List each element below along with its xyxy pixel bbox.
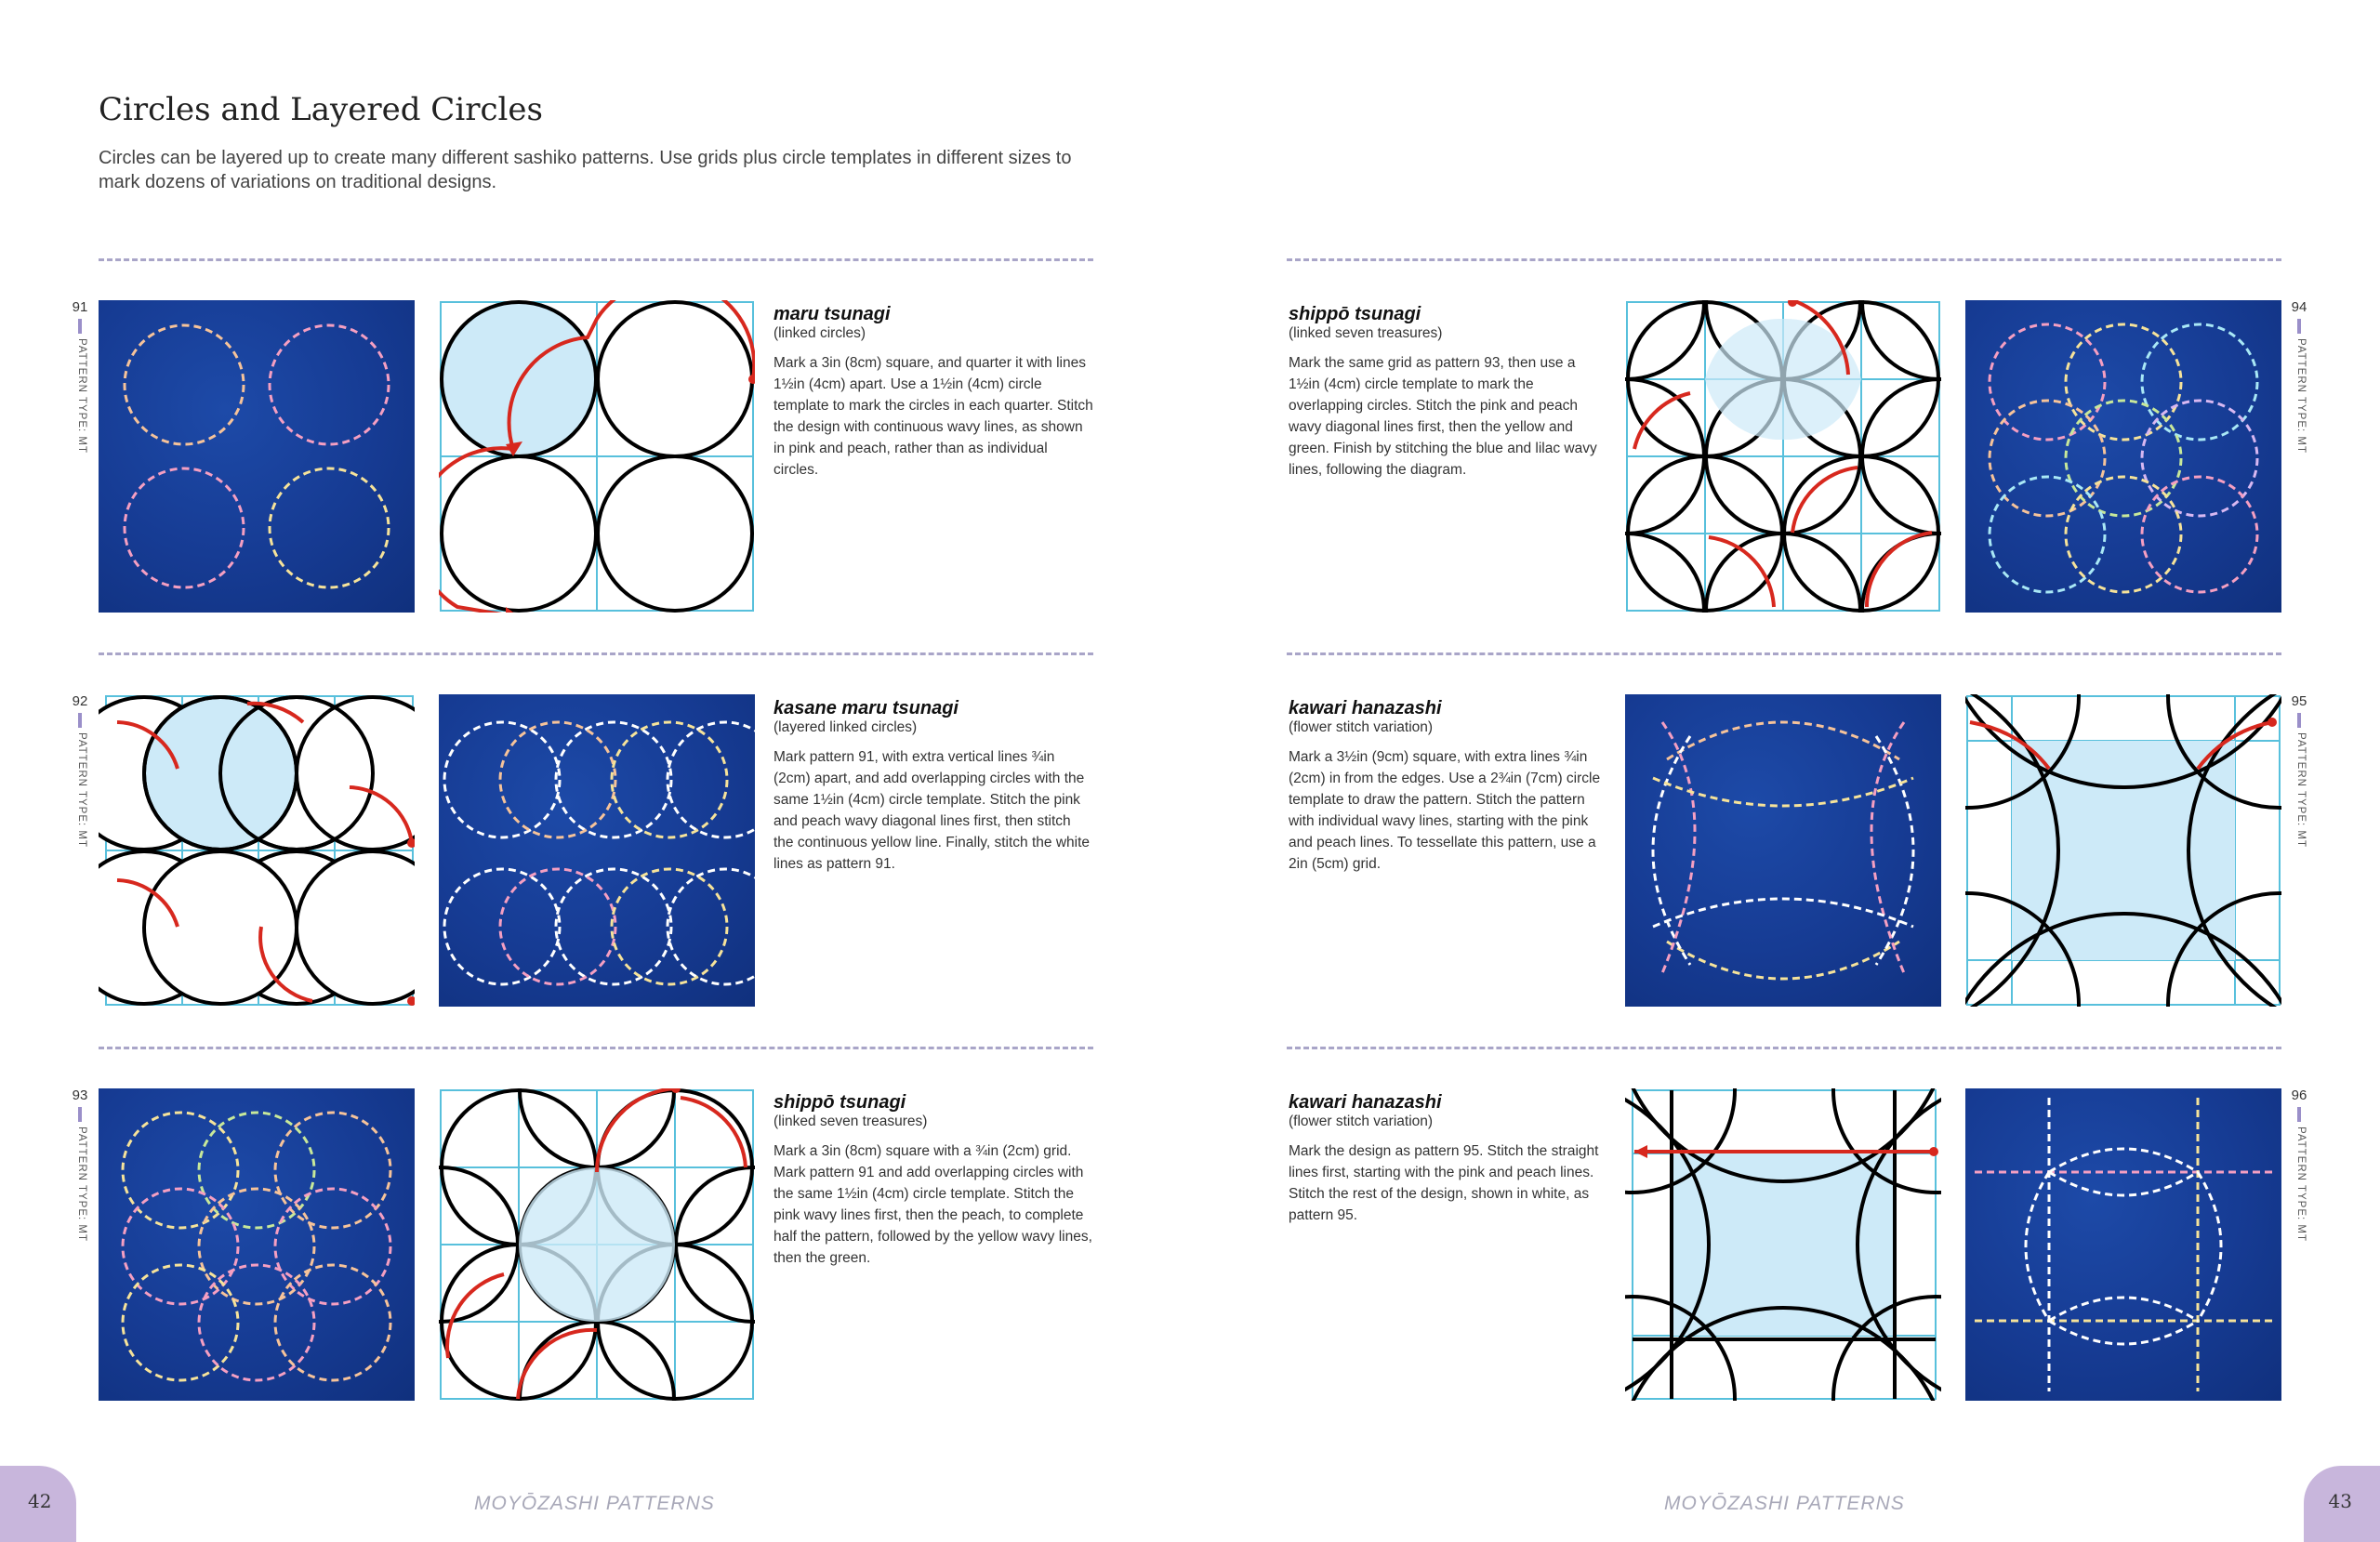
- running-head-left: MOYŌZASHI PATTERNS: [474, 1493, 715, 1514]
- pattern-type-label: PATTERN TYPE: MT: [76, 338, 87, 454]
- divider: [1287, 1047, 2281, 1049]
- divider: [1287, 258, 2281, 261]
- pattern-description: Mark a 3½in (9cm) square, with extra lines ¾in (2cm) in from the edges. Use a 2¾in (7cm) circle template to draw the pattern. Stitch the pattern with individual wavy lines, starting with the pink and peach lines. To tessellate this pattern, use a 2in (5cm) grid.: [1289, 749, 1601, 872]
- pattern-subtitle: (flower stitch variation): [1289, 1114, 1434, 1129]
- pattern-description: Mark a 3in (8cm) square, and quarter it with lines 1½in (4cm) apart. Use a 1½in (4cm) circle template to mark the circles in each quarter. Stitch the design with continuous wavy lines, as shown in pink and peach, rather than as individual circles.: [774, 355, 1093, 478]
- pattern-number: 93: [72, 1087, 88, 1103]
- pattern-subtitle: (linked circles): [774, 325, 866, 341]
- pattern-marker: [78, 319, 82, 334]
- diagram-94: [1625, 300, 1941, 613]
- pattern-number: 95: [2291, 693, 2307, 709]
- pattern-text-96: [1289, 1092, 1609, 1226]
- running-head-right: MOYŌZASHI PATTERNS: [1664, 1493, 1905, 1514]
- pattern-text-95: [1289, 698, 1609, 875]
- pattern-marker: [2297, 1107, 2301, 1122]
- pattern-name: kawari hanazashi: [1289, 698, 1442, 718]
- pattern-marker: [78, 713, 82, 728]
- pattern-marker: [2297, 319, 2301, 334]
- divider: [99, 1047, 1093, 1049]
- pattern-marker: [2297, 713, 2301, 728]
- pattern-type-label: PATTERN TYPE: MT: [2295, 1127, 2307, 1242]
- pattern-number: 94: [2291, 299, 2307, 315]
- pattern-subtitle: (layered linked circles): [774, 719, 918, 735]
- pattern-name: kawari hanazashi: [1289, 1092, 1442, 1113]
- pattern-number: 92: [72, 693, 88, 709]
- pattern-name: maru tsunagi: [774, 304, 891, 324]
- pattern-number: 96: [2291, 1087, 2307, 1103]
- diagram-93: [439, 1088, 755, 1401]
- divider: [99, 652, 1093, 655]
- pattern-subtitle: (linked seven treasures): [1289, 325, 1443, 341]
- page-number-left: 42: [28, 1490, 52, 1512]
- pattern-description: Mark the same grid as pattern 93, then use a 1½in (4cm) circle template to mark the overlapping circles. Stitch the pink and peach wavy diagonal lines first, then the yellow and green. Finish by stitching the blue and lilac wavy lines, following the diagram.: [1289, 355, 1597, 478]
- diagram-96: [1625, 1088, 1941, 1401]
- stitched-sample-95: [1625, 694, 1941, 1007]
- intro-text: Circles can be layered up to create many different sashiko patterns. Use grids plus circle templates in different sizes to mark dozens of variations on traditional designs.: [99, 148, 1072, 192]
- pattern-marker: [78, 1107, 82, 1122]
- pattern-type-label: PATTERN TYPE: MT: [76, 732, 87, 848]
- diagram-95: [1965, 694, 2281, 1007]
- pattern-type-label: PATTERN TYPE: MT: [2295, 338, 2307, 454]
- pattern-name: shippō tsunagi: [1289, 304, 1421, 324]
- diagram-92: [99, 694, 415, 1007]
- pattern-text-94: [1289, 304, 1609, 481]
- pattern-type-label: PATTERN TYPE: MT: [76, 1127, 87, 1242]
- stitched-sample-96: [1965, 1088, 2281, 1401]
- pattern-description: Mark the design as pattern 95. Stitch the straight lines first, starting with the pink and peach lines. Stitch the rest of the design, shown in white, as pattern 95.: [1289, 1143, 1599, 1223]
- page-number-right: 43: [2328, 1490, 2352, 1512]
- page-title: Circles and Layered Circles: [99, 91, 543, 128]
- diagram-91: [439, 300, 755, 613]
- stitched-sample-92: [439, 694, 755, 1007]
- pattern-name: shippō tsunagi: [774, 1092, 906, 1113]
- pattern-subtitle: (flower stitch variation): [1289, 719, 1434, 735]
- pattern-description: Mark pattern 91, with extra vertical lines ¾in (2cm) apart, and add overlapping circles with the same 1½in (4cm) circle template. Stitch the pink and peach wavy diagonal lines first, then stitch the continuous yellow line. Finally, stitch the white lines as pattern 91.: [774, 749, 1091, 872]
- divider: [1287, 652, 2281, 655]
- pattern-name: kasane maru tsunagi: [774, 698, 959, 718]
- pattern-subtitle: (linked seven treasures): [774, 1114, 928, 1129]
- pattern-text-91: [774, 304, 1094, 481]
- pattern-text-92: [774, 698, 1094, 875]
- pattern-number: 91: [72, 299, 88, 315]
- pattern-text-93: [774, 1092, 1094, 1269]
- stitched-sample-94: [1965, 300, 2281, 613]
- stitched-sample-93: [99, 1088, 415, 1401]
- divider: [99, 258, 1093, 261]
- stitched-sample-91: [99, 300, 415, 613]
- pattern-description: Mark a 3in (8cm) square with a ¾in (2cm) grid. Mark pattern 91 and add overlapping circles with the same 1½in (4cm) circle template. Stitch the pink wavy lines first, then the peach, to complete half the pattern, followed by the yellow wavy lines, then the green.: [774, 1143, 1092, 1266]
- pattern-type-label: PATTERN TYPE: MT: [2295, 732, 2307, 848]
